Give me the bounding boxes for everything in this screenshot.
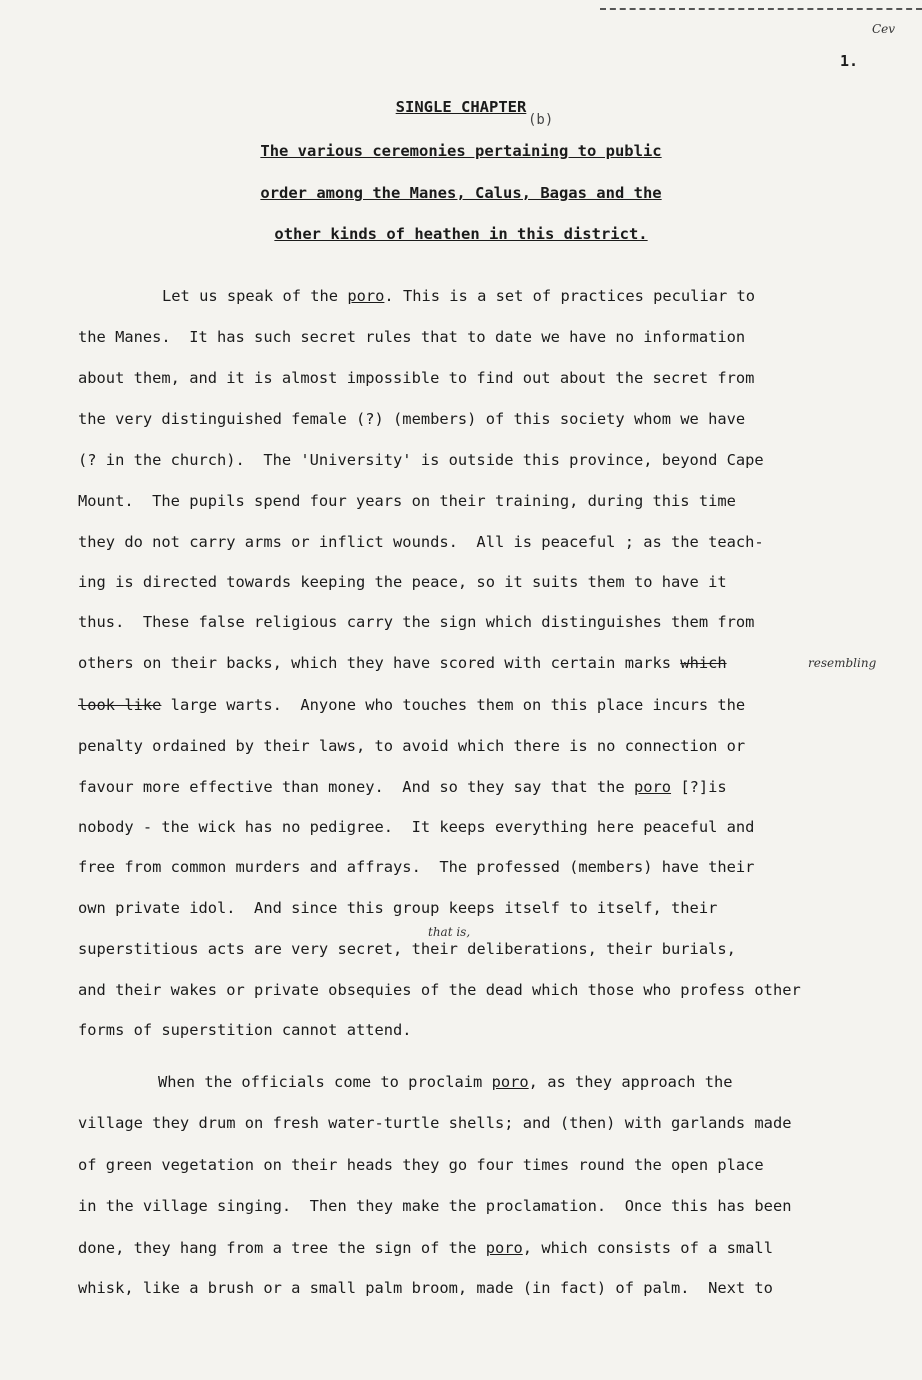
text-line-22: of green vegetation on their heads they go four times round the open place [78,1156,764,1174]
text-line-20 [158,1073,733,1091]
text-line-2: the Manes. It has such secret rules that to date we have no information [78,328,746,346]
text-span: [?]is [671,778,727,796]
text-line-12: penalty ordained by their laws, to avoid which there is no connection or [78,737,746,755]
text-line-14: nobody - the wick has no pedigree. It keeps everything here peaceful and [78,818,755,836]
text-line-9: thus. These false religious carry the sign which distinguishes them from [78,613,755,631]
page-number: 1. [840,52,859,70]
text-line-21: village they drum on fresh water-turtle shells; and (then) with garlands made [78,1114,792,1132]
text-line-10 [78,654,727,672]
text-span: When the officials come to proclaim [158,1073,492,1091]
text-line-5: (? in the church). The 'University' is outside this province, beyond Cape [78,451,764,469]
text-line-23: in the village singing. Then they make the proclamation. Once this has been [78,1197,792,1215]
chapter-heading: SINGLE CHAPTER [395,98,527,116]
text-line-11 [78,696,745,714]
text-line-8: ing is directed towards keeping the peace, so it suits them to have it [78,573,727,591]
chapter-subtitle-line-1: The various ceremonies pertaining to public [260,142,662,160]
struck-phrase: look like [78,696,162,714]
paragraph-mark: (b) [528,112,554,128]
text-span: done, they hang from a tree the sign of the [78,1239,486,1257]
text-span: large warts. Anyone who touches them on this place incurs the [161,696,746,714]
term-poro: poro [485,1239,523,1257]
text-line-19: forms of superstition cannot attend. [78,1021,412,1039]
term-poro: poro [491,1073,529,1091]
text-line-1 [162,287,755,305]
text-span: others on their backs, which they have scored with certain marks [78,654,681,672]
text-span: , as they approach the [528,1073,733,1091]
text-line-3: about them, and it is almost impossible to find out about the secret from [78,369,755,387]
text-line-16: own private idol. And since this group keeps itself to itself, their [78,899,718,917]
text-span: , which consists of a small [522,1239,773,1257]
text-line-4: the very distinguished female (?) (members) of this society whom we have [78,410,746,428]
text-line-13 [78,778,727,796]
text-line-17: superstitious acts are very secret, their deliberations, their burials, [78,940,736,958]
text-line-18: and their wakes or private obsequies of the dead which those who profess other [78,981,801,999]
term-poro: poro [633,778,672,796]
text-span: favour more effective than money. And so they say that the [78,778,634,796]
text-line-24 [78,1239,773,1257]
chapter-subtitle-line-3: other kinds of heathen in this district. [274,225,648,243]
text-span: . This is a set of practices peculiar to [384,287,756,305]
text-line-15: free from common murders and affrays. The professed (members) have their [78,858,755,876]
text-line-7: they do not carry arms or inflict wounds. All is peaceful ; as the teach- [78,533,764,551]
chapter-subtitle-line-2: order among the Manes, Calus, Bagas and the [260,184,662,202]
top-dashed-rule [600,8,922,10]
handwritten-insert-that-is: that is, [428,925,471,939]
text-line-6: Mount. The pupils spend four years on their training, during this time [78,492,736,510]
handwritten-insert-resembling: resembling [808,656,877,670]
term-poro: poro [347,287,385,305]
corner-handwritten-mark: Cev [872,22,896,36]
struck-word: which [680,654,727,672]
text-span: Let us speak of the [162,287,348,305]
text-line-25: whisk, like a brush or a small palm broom, made (in fact) of palm. Next to [78,1279,773,1297]
